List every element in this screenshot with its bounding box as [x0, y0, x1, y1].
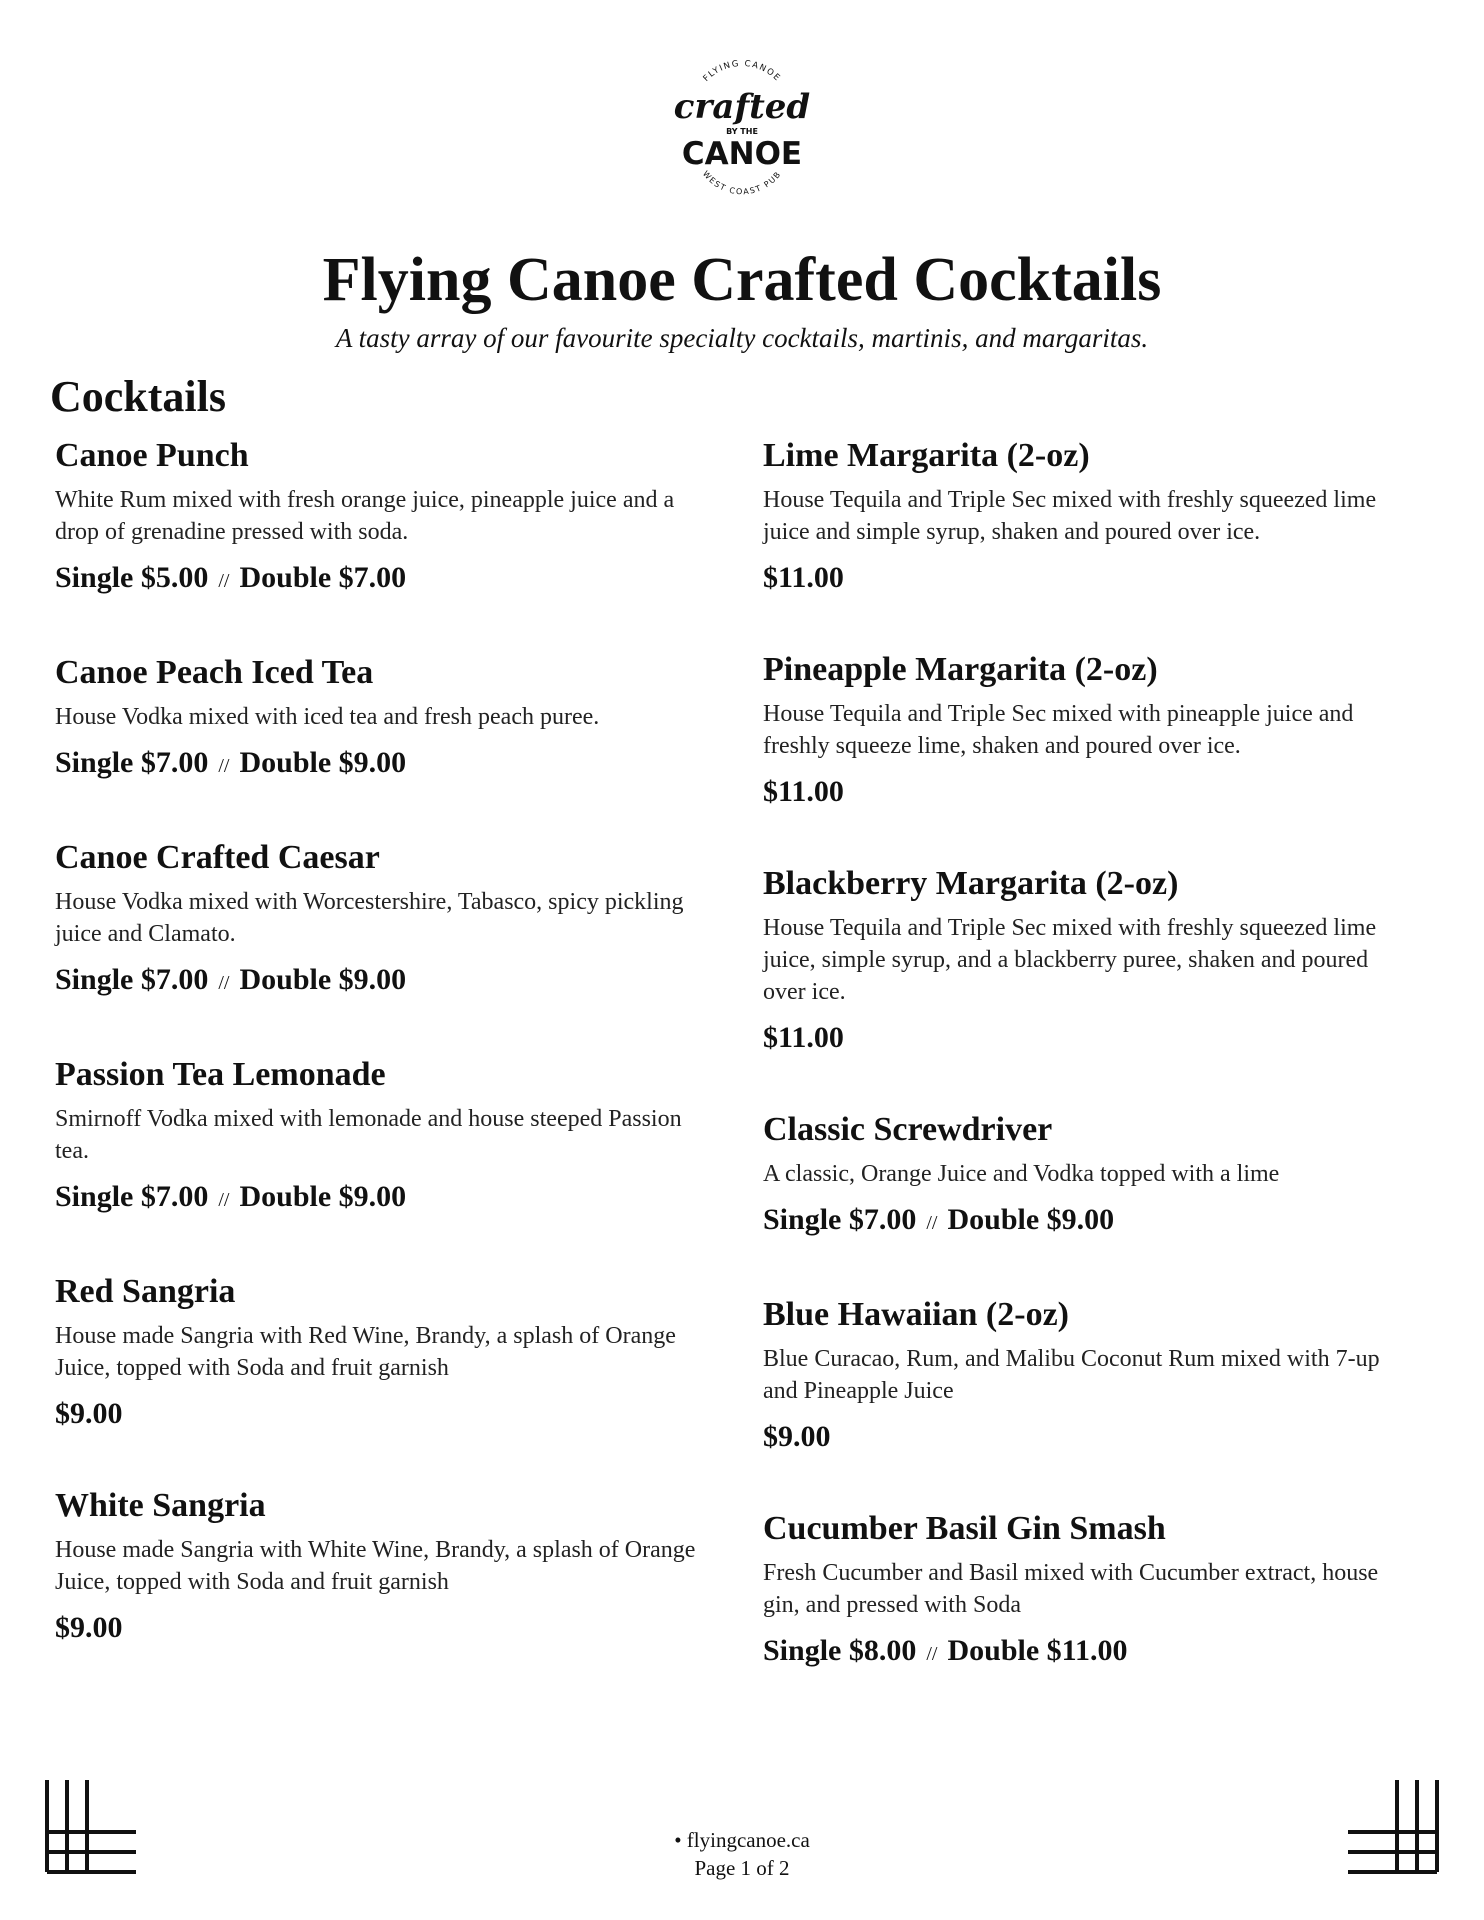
menu-item	[55, 838, 705, 1001]
menu-item	[763, 1110, 1413, 1241]
price-separator: //	[218, 1189, 230, 1211]
price-separator: //	[218, 755, 230, 777]
left-menu-column	[55, 436, 705, 1646]
single-price: Single $7.00	[55, 1180, 209, 1213]
menu-item-name: Blackberry Margarita (2-oz)	[763, 865, 1179, 902]
menu-item-name: Blue Hawaiian (2-oz)	[763, 1296, 1069, 1333]
page-subtitle: A tasty array of our favourite specialty cocktails, martinis, and margaritas.	[335, 323, 1149, 353]
price-separator: //	[218, 570, 230, 592]
menu-item	[763, 436, 1413, 596]
double-price: Double $9.00	[947, 1203, 1115, 1236]
menu-item-description: Smirnoff Vodka mixed with lemonade and house steeped Passion tea.	[55, 1106, 682, 1164]
svg-text:WEST COAST PUB	[701, 169, 783, 196]
menu-item-description: House made Sangria with Red Wine, Brandy, a splash of Orange Juice, topped with Soda and fruit garnish	[55, 1323, 676, 1381]
menu-item-name: Canoe Crafted Caesar	[55, 839, 380, 876]
menu-item	[763, 650, 1413, 810]
menu-item-description: Blue Curacao, Rum, and Malibu Coconut Rum mixed with 7-up and Pineapple Juice	[763, 1346, 1380, 1404]
single-price: Single $7.00	[763, 1203, 917, 1236]
menu-item-description: A classic, Orange Juice and Vodka topped with a lime	[763, 1161, 1280, 1187]
single-price: Single $7.00	[55, 963, 209, 996]
menu-item	[55, 1272, 705, 1432]
menu-item	[763, 864, 1413, 1056]
menu-item-name: White Sangria	[55, 1487, 266, 1524]
menu-item	[763, 1295, 1413, 1455]
right-menu-column	[763, 436, 1413, 1672]
menu-item-price: $9.00	[55, 1611, 123, 1644]
menu-item-description: House Tequila and Triple Sec mixed with freshly squeezed lime juice and simple syrup, shaken and poured over ice.	[763, 487, 1377, 545]
menu-item-description: White Rum mixed with fresh orange juice, pineapple juice and a drop of grenadine pressed with soda.	[55, 487, 675, 545]
menu-item-price: $11.00	[763, 1021, 844, 1054]
menu-item-description: House Tequila and Triple Sec mixed with freshly squeezed lime juice, simple syrup, and a blackberry puree, shaken and poured over ice.	[763, 915, 1377, 1005]
single-price: Single $7.00	[55, 746, 209, 779]
menu-item-price	[763, 1633, 1413, 1672]
menu-item-price	[55, 560, 705, 599]
menu-item-name: Passion Tea Lemonade	[55, 1056, 386, 1093]
logo-top-text: FLYING CANOE	[701, 58, 783, 84]
menu-item-name: Cucumber Basil Gin Smash	[763, 1510, 1166, 1547]
menu-item-description: House made Sangria with White Wine, Brandy, a splash of Orange Juice, topped with Soda and fruit garnish	[55, 1537, 696, 1595]
menu-item-name: Lime Margarita (2-oz)	[763, 437, 1090, 474]
menu-item-description: House Tequila and Triple Sec mixed with pineapple juice and freshly squeeze lime, shaken and poured over ice.	[763, 701, 1354, 759]
menu-item	[763, 1509, 1413, 1672]
logo-crafted-text: crafted	[673, 87, 811, 127]
menu-item-name: Canoe Punch	[55, 437, 249, 474]
double-price: Double $9.00	[239, 1180, 407, 1213]
menu-item-price: $9.00	[55, 1397, 123, 1430]
menu-item	[55, 1055, 705, 1218]
logo-by-the-text: BY THE	[726, 127, 758, 136]
menu-item	[55, 436, 705, 599]
single-price: Single $5.00	[55, 561, 209, 594]
double-price: Double $9.00	[239, 746, 407, 779]
menu-item-description: Fresh Cucumber and Basil mixed with Cucumber extract, house gin, and pressed with Soda	[763, 1560, 1379, 1618]
double-price: Double $7.00	[239, 561, 407, 594]
crafted-by-the-canoe-logo	[672, 52, 812, 212]
menu-item-description: House Vodka mixed with Worcestershire, Tabasco, spicy pickling juice and Clamato.	[55, 889, 684, 947]
double-price: Double $11.00	[947, 1634, 1128, 1667]
price-separator: //	[218, 972, 230, 994]
footer-page-number: Page 1 of 2	[694, 1856, 790, 1880]
footer-website: • flyingcanoe.ca	[674, 1828, 810, 1852]
menu-item	[55, 1486, 705, 1646]
menu-item-name: Red Sangria	[55, 1273, 236, 1310]
section-heading-cocktails: Cocktails	[50, 372, 226, 421]
menu-item-description: House Vodka mixed with iced tea and fresh peach puree.	[55, 704, 600, 730]
logo-canoe-text: CANOE	[681, 136, 803, 172]
menu-item	[55, 653, 705, 784]
svg-text:FLYING CANOE	[701, 59, 782, 84]
menu-item-price: $11.00	[763, 775, 844, 808]
menu-item-price	[55, 962, 705, 1001]
price-separator: //	[926, 1643, 938, 1665]
menu-item-name: Pineapple Margarita (2-oz)	[763, 651, 1158, 688]
page-title: Flying Canoe Crafted Cocktails	[322, 246, 1162, 314]
price-separator: //	[926, 1212, 938, 1234]
single-price: Single $8.00	[763, 1634, 917, 1667]
menu-item-price	[55, 745, 705, 784]
double-price: Double $9.00	[239, 963, 407, 996]
logo-bottom-text: WEST COAST PUB	[700, 169, 784, 197]
menu-item-price: $9.00	[763, 1420, 831, 1453]
menu-item-name: Classic Screwdriver	[763, 1111, 1053, 1148]
menu-item-name: Canoe Peach Iced Tea	[55, 654, 374, 691]
menu-item-price: $11.00	[763, 561, 844, 594]
menu-item-price	[55, 1179, 705, 1218]
menu-item-price	[763, 1202, 1413, 1241]
